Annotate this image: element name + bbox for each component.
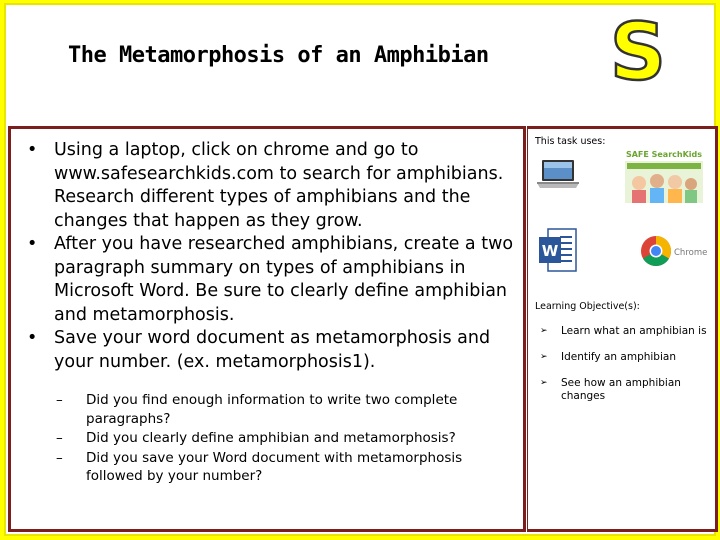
objective-item xyxy=(540,325,715,338)
objective-text: Learn what an amphibian is xyxy=(561,325,707,337)
svg-text:W: W xyxy=(541,242,559,260)
arrow-bullet-icon: ➢ xyxy=(540,326,548,336)
instruction-text: After you have researched amphibians, create a two paragraph summary on types of amphibians in Microsoft Word. Be sure to clearly define amphibian and metamorphosis. xyxy=(54,234,514,325)
checklist-item xyxy=(56,449,496,486)
objectives-list xyxy=(540,325,715,416)
tools-label: This task uses: xyxy=(535,136,606,147)
arrow-bullet-icon: ➢ xyxy=(540,378,548,388)
chrome-label: Chrome xyxy=(674,248,708,258)
instruction-item xyxy=(21,233,526,327)
checklist-item xyxy=(56,429,496,448)
objective-text: Identify an amphibian xyxy=(561,351,676,363)
instructions-list xyxy=(21,139,526,374)
instruction-text: Save your word document as metamorphosis and your number. (ex. metamorphosis1). xyxy=(54,328,491,372)
checklist xyxy=(56,391,496,487)
page-title: The Metamorphosis of an Amphibian xyxy=(68,43,489,68)
checklist-text: Did you save your Word document with metamorphosis followed by your number? xyxy=(86,449,463,484)
instruction-item xyxy=(21,327,526,374)
dash-icon: – xyxy=(56,449,63,466)
letter-s-graphic xyxy=(610,13,666,93)
safesearch-brand: SAFE SearchKids xyxy=(625,150,703,159)
objective-item xyxy=(540,377,715,403)
arrow-bullet-icon: ➢ xyxy=(540,352,548,362)
sidebar-panel xyxy=(527,126,718,532)
checklist-text: Did you find enough information to write two complete paragraphs? xyxy=(86,392,458,427)
instruction-item xyxy=(21,139,526,233)
chrome-logo xyxy=(640,234,712,268)
objectives-label: Learning Objective(s): xyxy=(535,301,640,312)
instruction-text: Using a laptop, click on chrome and go to www.safesearchkids.com to search for amphibians. Research different types of amphibians and the changes that happen as they grow. xyxy=(54,140,504,231)
objective-text: See how an amphibian changes xyxy=(561,377,681,402)
bullet-icon: • xyxy=(27,140,38,160)
letter-s: S xyxy=(610,13,666,93)
bullet-icon: • xyxy=(27,234,38,254)
laptop-icon xyxy=(536,159,580,189)
checklist-item xyxy=(56,391,496,428)
checklist-text: Did you clearly define amphibian and metamorphosis? xyxy=(86,430,456,446)
objective-item xyxy=(540,351,715,364)
dash-icon: – xyxy=(56,392,63,408)
safesearchkids-logo xyxy=(625,147,703,203)
word-icon xyxy=(538,227,578,273)
slide-inner xyxy=(4,3,716,536)
dash-icon: – xyxy=(56,430,63,446)
instructions-panel xyxy=(8,126,526,532)
bullet-icon: • xyxy=(27,328,38,348)
